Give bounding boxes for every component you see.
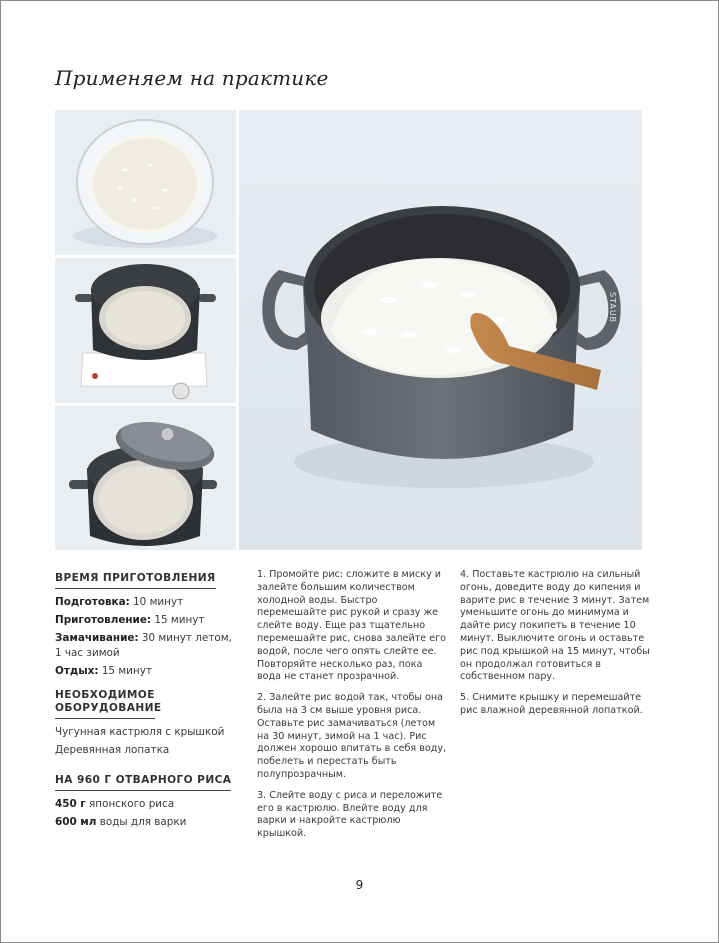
time-item-value: 30 минут летом, 1 час зимой <box>55 632 232 659</box>
time-heading: ВРЕМЯ ПРИГОТОВЛЕНИЯ <box>55 572 216 589</box>
step-4: 4. Поставьте кастрюлю на сильный огонь, доведите воду до кипения и варите рис в течение 3 минут. Затем уменьшите огонь до минимума и дайте рису покипеть в течение 10 минут. Выключите огонь и оставьте рис под крышкой на 15 минут, чтобы он продолжал готовиться в собственном пару. <box>460 569 650 683</box>
page-number: 9 <box>355 878 364 892</box>
equipment-item: Чугунная кастрюля с крышкой <box>55 726 225 738</box>
steps-column-2 <box>460 569 650 726</box>
photo-main-pot-rice <box>239 110 642 550</box>
time-item <box>55 613 240 628</box>
step-3: 3. Слейте воду с риса и переложите его в кастрюлю. Влейте воду для варки и накройте кастрюлю крышкой. <box>257 789 443 840</box>
step-2: 2. Залейте рис водой так, чтобы она была на 3 см выше уровня риса. Оставьте рис замачиваться (летом на 30 минут, зимой на 1 час). Рис должен хорошо впитать в себя воду, побелеть и перестать быть полупрозрачным. <box>257 692 447 780</box>
ingredient-item <box>55 815 240 830</box>
time-item <box>55 631 240 661</box>
time-item-value: 15 минут <box>98 665 152 677</box>
info-column <box>55 566 240 840</box>
ingredient-name: воды для варки <box>96 816 187 828</box>
photo-pot-with-lid <box>55 406 236 550</box>
step-5: 5. Снимите крышку и перемешайте рис влажной деревянной лопаткой. <box>460 692 643 716</box>
photo-rice-bowl <box>55 110 236 255</box>
time-item-value: 15 минут <box>151 614 205 626</box>
pot-brand-label-right: STAUB <box>608 292 617 324</box>
time-item-label: Отдых: <box>55 665 99 677</box>
pot-brand-label-left: STAUB <box>250 300 259 332</box>
ingredient-amount: 600 мл <box>55 816 97 828</box>
time-item <box>55 595 240 610</box>
ingredient-name: японского риса <box>85 798 175 810</box>
equipment-heading: НЕОБХОДИМОЕ ОБОРУДОВАНИЕ <box>55 689 155 719</box>
ingredient-item <box>55 797 240 812</box>
time-item-label: Подготовка: <box>55 596 130 608</box>
time-item <box>55 664 240 679</box>
time-item-label: Замачивание: <box>55 632 139 644</box>
time-item-value: 10 минут <box>129 596 184 608</box>
yield-heading: НА 960 Г ОТВАРНОГО РИСА <box>55 774 231 791</box>
equipment-item: Деревянная лопатка <box>55 744 170 756</box>
yield-section <box>55 768 240 830</box>
time-section <box>55 566 240 679</box>
page-title: Применяем на практике <box>55 66 329 90</box>
time-item-label: Приготовление: <box>55 614 152 626</box>
steps-column-1 <box>257 569 447 849</box>
ingredient-amount: 450 г <box>55 798 86 810</box>
step-1: 1. Промойте рис: сложите в миску и залейте большим количеством холодной воды. Быстро перемешайте рис рукой и сразу же слейте воду. Еще раз тщательно перемешайте рис, снова залейте его водой, после чего опять слейте ее. Повторяйте несколько раз, пока вода не станет прозрачной. <box>257 569 447 683</box>
photo-pot-on-stove <box>55 258 236 403</box>
equipment-section <box>55 689 240 758</box>
